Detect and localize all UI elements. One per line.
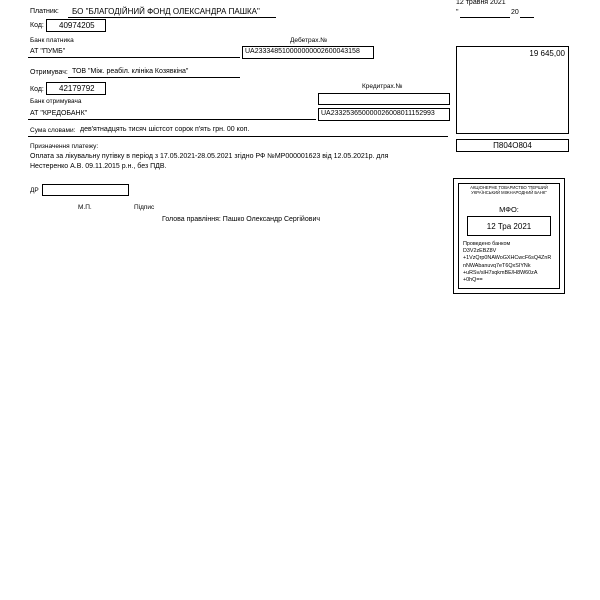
recipient-account-box xyxy=(318,108,450,121)
stamp-mfo-label: МФО: xyxy=(499,205,519,214)
payer-bank-line xyxy=(28,57,240,58)
stamp-date-box xyxy=(467,216,551,236)
payer-bank-label: Банк платника xyxy=(30,37,74,44)
payer-name: БО "БЛАГОДІЙНИЙ ФОНД ОЛЕКСАНДРА ПАШКА" xyxy=(72,7,260,16)
recipient-account-empty-box xyxy=(318,93,450,105)
stamp-date: 12 Тра 2021 xyxy=(486,221,532,231)
amount-box xyxy=(456,46,569,134)
recipient-name-line xyxy=(68,77,240,78)
recipient-code-box xyxy=(46,82,106,95)
date-blank-prefix: " xyxy=(456,9,459,16)
head-of-board: Голова правління: Пашко Олександр Сергійович xyxy=(162,216,320,223)
recipient-bank-line xyxy=(28,119,316,120)
recipient-account: UA233253650000026008011152993 xyxy=(321,110,435,117)
payer-account-label: Дебетрах.№ xyxy=(290,37,328,44)
amount-words-label: Сума словами: xyxy=(30,127,76,134)
payer-label: Платник: xyxy=(30,8,59,15)
dr-box xyxy=(42,184,129,196)
recipient-code-label: Код: xyxy=(30,86,44,93)
payer-bank: АТ "ПУМБ" xyxy=(30,48,66,55)
recipient-label: Отримувач: xyxy=(30,69,68,76)
payer-code: 40974205 xyxy=(59,21,95,30)
date-blank-line xyxy=(460,17,510,18)
document-number-box xyxy=(456,139,569,152)
date-blank-year: 20 xyxy=(511,9,519,16)
purpose-label: Призначення платежу: xyxy=(30,143,99,150)
purpose-line-1: Оплата за лікувальну путівку в період з 17.05.2021-28.05.2021 згідно РФ №МР000001623 від 12.05.2021р. для xyxy=(30,153,389,160)
recipient-account-label: Кредитрах.№ xyxy=(362,83,403,90)
recipient-code: 42179792 xyxy=(59,84,95,93)
amount-words-line xyxy=(28,136,448,137)
purpose-line-2: Нестеренко А.В. 09.11.2015 р.н., без ПДВ. xyxy=(30,163,167,170)
stamp-processed-text: Проведено банком D3V2zEBZ8V +1VzQrp0NAWoGXHCwcF6sQ4ZnR nNWAbanuvq7eT6QxSIYNk +uRSv/slH7sqkmBE/H8W60zA +0hQ== xyxy=(463,241,552,284)
payer-name-line xyxy=(68,17,276,18)
payer-account: UA233348510000000002600043158 xyxy=(245,48,360,55)
payer-code-box xyxy=(46,19,106,32)
signature-label: Підпис xyxy=(134,204,155,211)
payer-account-box xyxy=(242,46,374,59)
recipient-bank-label: Банк отримувача xyxy=(30,98,82,105)
recipient-bank: АТ "КРЕДОБАНК" xyxy=(30,110,88,117)
stamp-bank-name: АКЦІОНЕРНЕ ТОВАРИСТВО "ПЕРШИЙ УКРАЇНСЬКИЙ МІЖНАРОДНИЙ БАНК" xyxy=(470,185,548,195)
amount-value: 19 645,00 xyxy=(529,49,565,58)
dr-label: ДР xyxy=(30,187,39,194)
document-date: 12 травня 2021 xyxy=(456,0,506,6)
amount-words: дев'ятнадцять тисяч шістсот сорок п'ять грн. 00 коп. xyxy=(80,126,250,133)
date-year-line xyxy=(520,17,534,18)
document-number: П804О804 xyxy=(493,141,532,150)
recipient-name: ТОВ "Між. реабіл. клініка Козявкіна" xyxy=(72,68,189,75)
mp-label: М.П. xyxy=(78,204,92,211)
payer-code-label: Код: xyxy=(30,22,44,29)
